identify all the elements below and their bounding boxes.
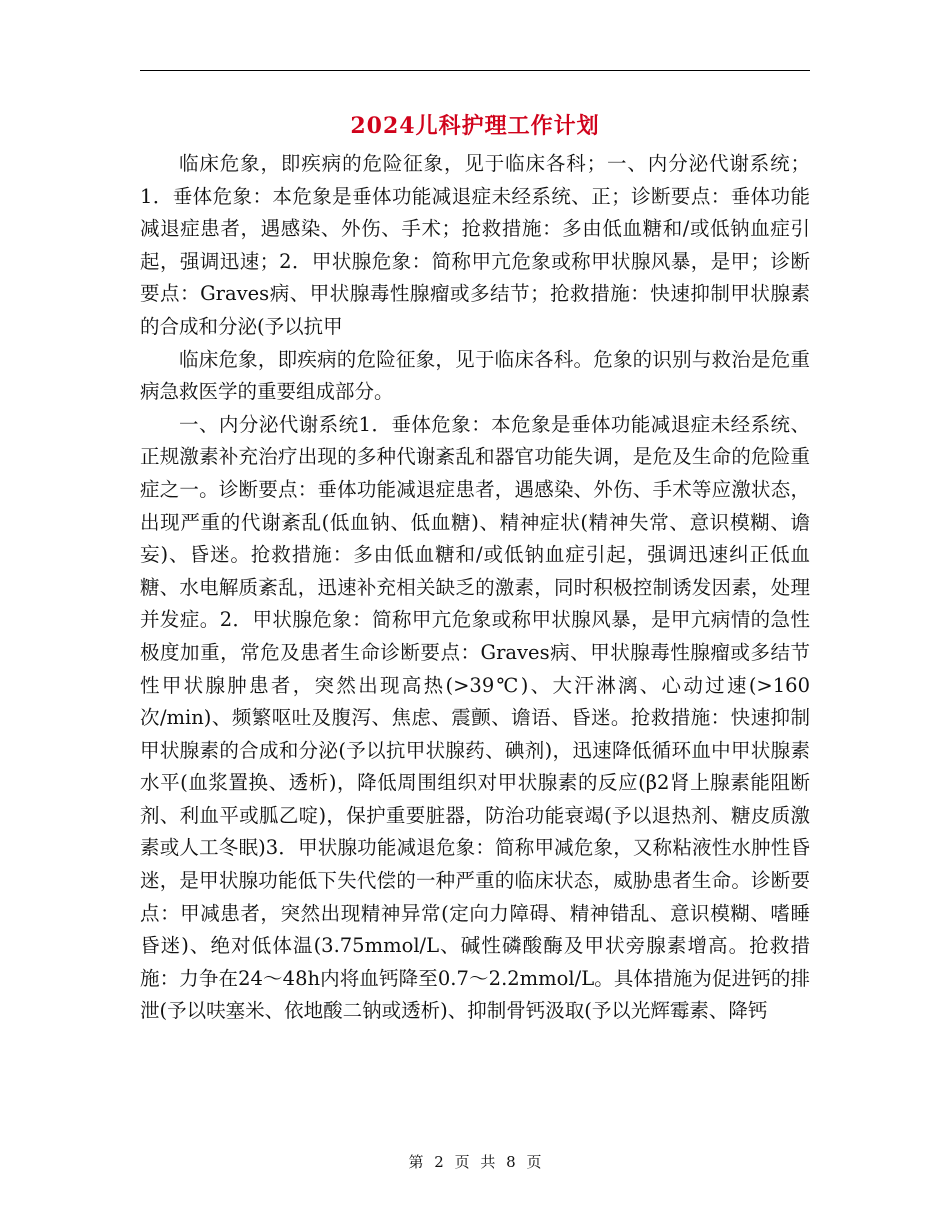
paragraph-2: 临床危象，即疾病的危险征象，见于临床各科。危象的识别与救治是危重病急救医学的重要组成部分。 xyxy=(140,347,810,404)
document-title: 2024儿科护理工作计划 xyxy=(350,113,600,139)
document-body xyxy=(140,148,810,1028)
paragraph-1: 临床危象，即疾病的危险征象，见于临床各科；一、内分泌代谢系统；1．垂体危象：本危象是垂体功能减退症未经系统、正；诊断要点：垂体功能减退症患者，遇感染、外伤、手术；抢救措施：多由低血糖和/或低钠血症引起，强调迅速；2．甲状腺危象：简称甲亢危象或称甲状腺风暴，是甲；诊断要点：Graves病、甲状腺毒性腺瘤或多结节；抢救措施：快速抑制甲状腺素的合成和分泌(予以抗甲 xyxy=(140,152,810,338)
header-rule xyxy=(140,70,810,71)
page-footer: 第 2 页 共 8 页 xyxy=(408,1153,542,1171)
paragraph-3: 一、内分泌代谢系统1．垂体危象：本危象是垂体功能减退症未经系统、正规激素补充治疗出现的多种代谢紊乱和器官功能失调，是危及生命的危险重症之一。诊断要点：垂体功能减退症患者，遇感染、外伤、手术等应激状态，出现严重的代谢紊乱(低血钠、低血糖)、精神症状(精神失常、意识模糊、谵妄)、昏迷。抢救措施：多由低血糖和/或低钠血症引起，强调迅速纠正低血糖、水电解质紊乱，迅速补充相关缺乏的激素，同时积极控制诱发因素，处理并发症。2．甲状腺危象：简称甲亢危象或称甲状腺风暴，是甲亢病情的急性极度加重，常危及患者生命诊断要点：Graves病、甲状腺毒性腺瘤或多结节性甲状腺肿患者，突然出现高热(>39℃)、大汗淋漓、心动过速(>160次/min)、频繁呕吐及腹泻、焦虑、震颤、谵语、昏迷。抢救措施：快速抑制甲状腺素的合成和分泌(予以抗甲状腺药、碘剂)，迅速降低循环血中甲状腺素水平(血浆置换、透析)，降低周围组织对甲状腺素的反应(β2肾上腺素能阻断剂、利血平或胍乙啶)，保护重要脏器，防治功能衰竭(予以退热剂、糖皮质激素或人工冬眠)3．甲状腺功能减退危象：简称甲减危象，又称粘液性水肿性昏迷，是甲状腺功能低下失代偿的一种严重的临床状态，威胁患者生命。诊断要点：甲减患者，突然出现精神异常(定向力障碍、精神错乱、意识模糊、嗜睡昏迷)、绝对低体温(3.75mmol/L、碱性磷酸酶及甲状旁腺素增高。抢救措施：力争在24～48h内将血钙降至0.7～2.2mmol/L。具体措施为促进钙的排泄(予以呋塞米、依地酸二钠或透析)、抑制骨钙汲取(予以光辉霉素、降钙 xyxy=(140,412,810,1023)
